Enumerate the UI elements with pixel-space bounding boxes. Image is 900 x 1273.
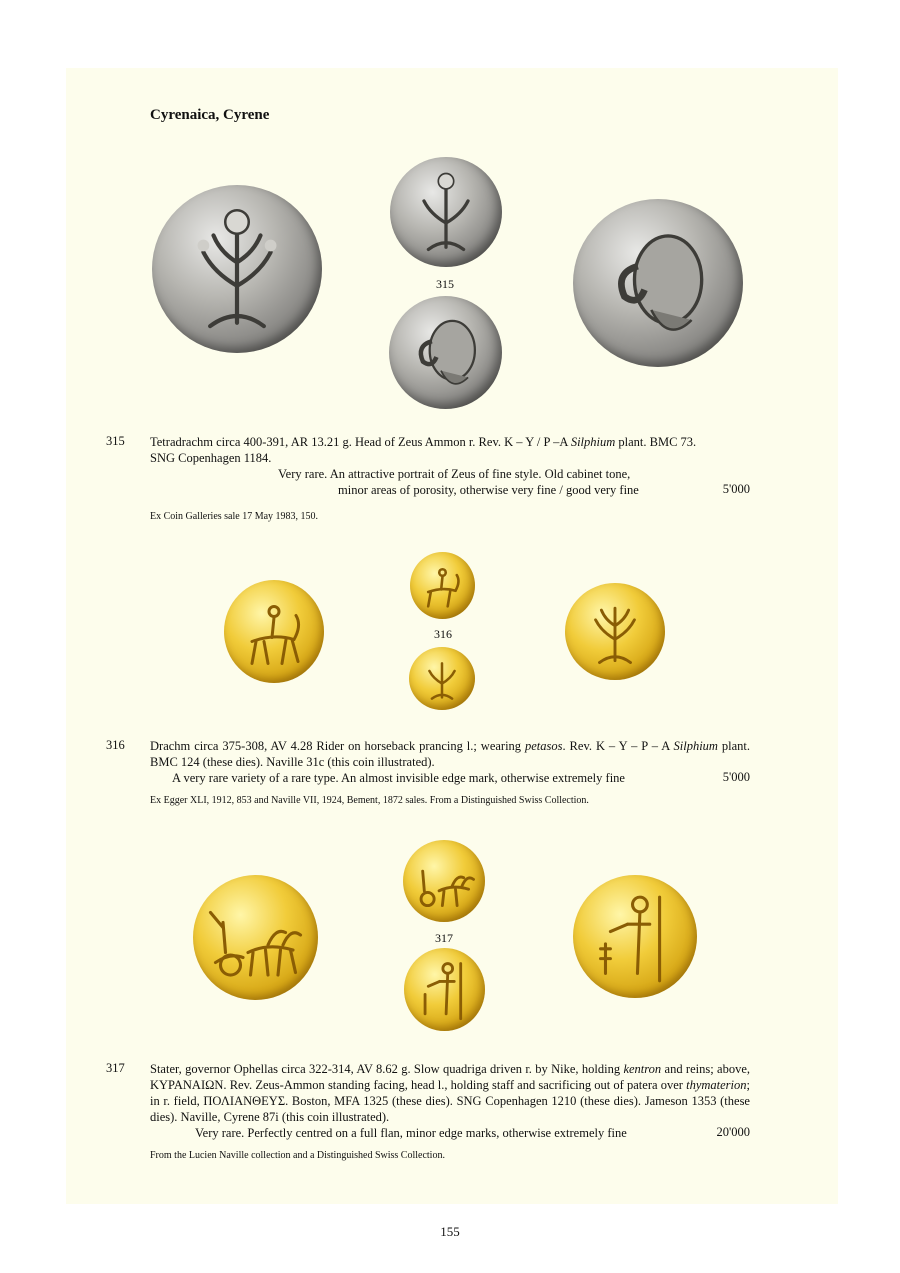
desc-text: plant. BMC 124 (these dies). Naville 31c (this coin illustrated).	[150, 739, 751, 769]
desc-text: ; in r. field, ΠΟΛΙΑΝΘΕΥΣ. Boston, MFA 1325 (these dies). SNG Copenhagen 1210 (these dies). Jameson 1353 (these dies). Naville, Cyrene 87i (this coin illustrated).	[150, 1078, 750, 1124]
lot-price-316: 5'000	[722, 770, 750, 784]
image-label-316: 316	[434, 627, 452, 641]
desc-text: . Rev. K – Y – P – A	[562, 739, 670, 753]
zeus-ammon-head-icon	[573, 199, 743, 367]
image-label-315: 315	[436, 277, 454, 291]
lot-condition-316-line1: A very rare variety of a rare type. An almost invisible edge mark, otherwise extremely fine	[172, 771, 625, 785]
lot-provenance-315: Ex Coin Galleries sale 17 May 1983, 150.	[150, 511, 319, 522]
coin-316-obverse-small	[410, 552, 475, 619]
lot-condition-315-line1: Very rare. An attractive portrait of Zeus of fine style. Old cabinet tone,	[278, 467, 631, 481]
coin-315-reverse-large	[152, 185, 322, 353]
desc-text: Stater, governor Ophellas circa 322-314, AV 8.62 g. Slow quadriga driven r. by Nike, holding	[150, 1062, 624, 1076]
silphium-plant-icon	[409, 647, 475, 710]
lot-provenance-316: Ex Egger XLI, 1912, 853 and Naville VII, 1924, Bement, 1872 sales. From a Distinguished Swiss Collection.	[150, 795, 589, 806]
desc-italic: Silphium	[673, 739, 718, 753]
lot-description-315	[150, 434, 750, 466]
desc-text: plant. BMC 73.	[615, 435, 697, 449]
lot-number-316: 316	[106, 738, 125, 752]
horse-rider-icon	[224, 580, 324, 683]
image-label-317: 317	[435, 931, 453, 945]
section-heading: Cyrenaica, Cyrene	[150, 107, 270, 123]
coin-317-obverse-large	[193, 875, 318, 1000]
coin-315-obverse-large	[573, 199, 743, 367]
desc-italic: kentron	[623, 1062, 662, 1076]
lot-price-315: 5'000	[722, 482, 750, 496]
coin-317-reverse-small	[404, 948, 485, 1031]
silphium-plant-icon	[152, 185, 322, 353]
quadriga-icon	[403, 840, 485, 922]
desc-italic: thymaterion	[686, 1078, 747, 1092]
lot-price-317: 20'000	[716, 1125, 750, 1139]
lot-condition-317-line1: Very rare. Perfectly centred on a full flan, minor edge marks, otherwise extremely fine	[195, 1126, 627, 1140]
lot-number-317: 317	[106, 1061, 125, 1075]
zeus-ammon-head-icon	[389, 296, 502, 409]
lot-description-316	[150, 738, 750, 770]
lot-provenance-317: From the Lucien Naville collection and a Distinguished Swiss Collection.	[150, 1150, 445, 1161]
lot-description-317	[150, 1061, 750, 1125]
desc-text: and reins; above, ΚΥΡΑΝΑΙΩΝ. Rev. Zeus-Ammon standing facing, head l., holding staff and sacrificing out of patera over	[150, 1062, 750, 1092]
zeus-standing-icon	[404, 948, 485, 1031]
coin-316-reverse-small	[409, 647, 475, 710]
coin-316-obverse-large	[224, 580, 324, 683]
desc-text: Tetradrachm circa 400-391, AR 13.21 g. Head of Zeus Ammon r. Rev. K – Y / P –A	[150, 435, 571, 449]
coin-315-obverse-small	[389, 296, 502, 409]
page-number: 155	[440, 1224, 460, 1239]
desc-italic: Silphium	[570, 435, 616, 449]
quadriga-icon	[193, 875, 318, 1000]
desc-italic: petasos	[525, 739, 563, 753]
coin-316-reverse-large	[565, 583, 665, 680]
horse-rider-icon	[410, 552, 475, 619]
silphium-plant-icon	[390, 157, 502, 267]
lot-condition-315-line2: minor areas of porosity, otherwise very fine / good very fine	[338, 483, 639, 497]
desc-text: Drachm circa 375-308, AV 4.28 Rider on horseback prancing l.; wearing	[150, 739, 525, 753]
coin-315-reverse-small	[390, 157, 502, 267]
silphium-plant-icon	[565, 583, 665, 680]
lot-number-315: 315	[106, 434, 125, 448]
coin-317-reverse-large	[573, 875, 697, 998]
zeus-standing-icon	[573, 875, 697, 998]
desc-text: SNG Copenhagen 1184.	[150, 451, 272, 465]
coin-317-obverse-small	[403, 840, 485, 922]
